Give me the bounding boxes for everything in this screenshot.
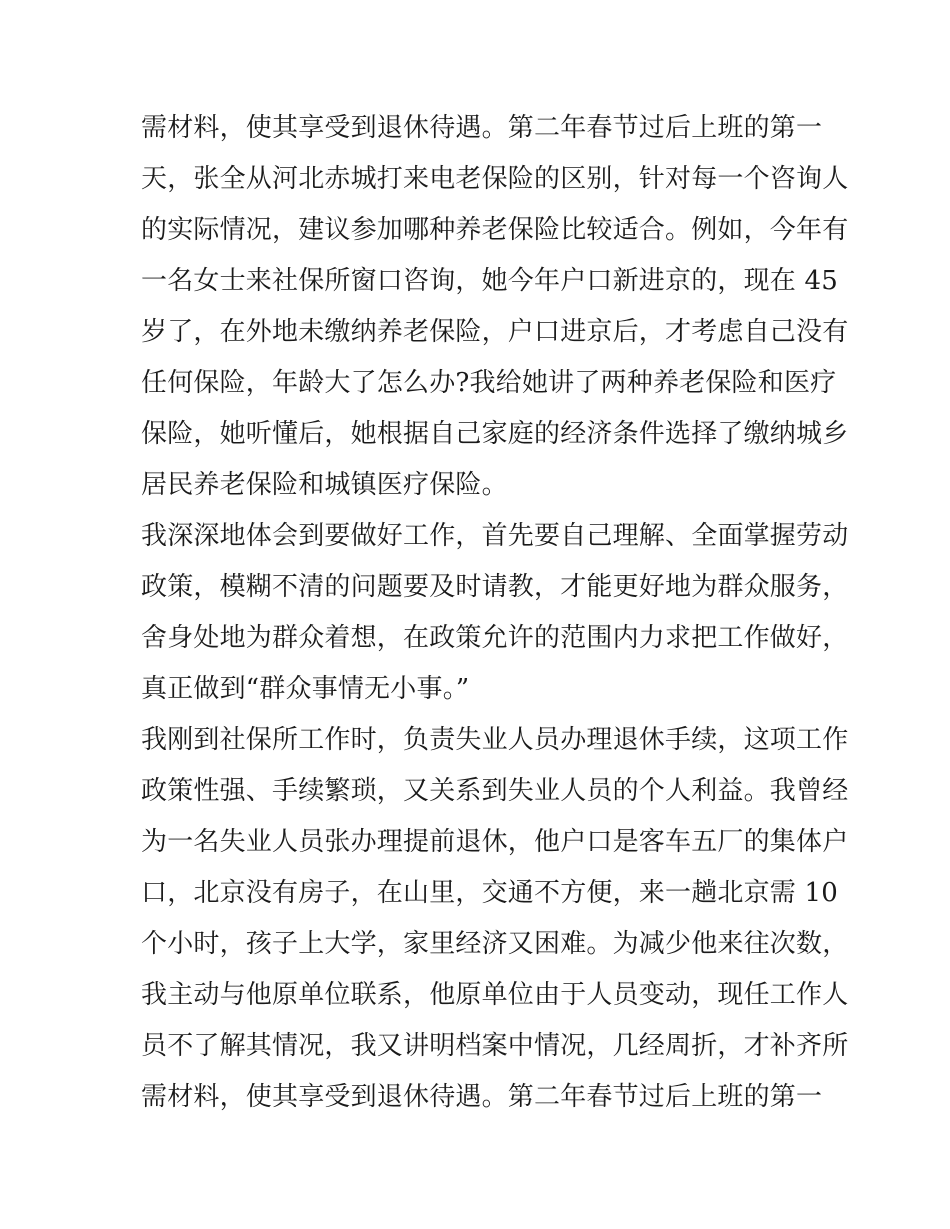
text-line: 保险，她听懂后，她根据自己家庭的经济条件选择了缴纳城乡	[141, 419, 849, 449]
text-line: 岁了，在外地未缴纳养老保险，户口进京后，才考虑自己没有	[141, 317, 849, 347]
text-line: 需材料，使其享受到退休待遇。第二年春节过后上班的第一	[141, 113, 823, 143]
text-line: 政策性强、手续繁琐，又关系到失业人员的个人利益。我曾经	[141, 776, 849, 806]
text-line: 个小时，孩子上大学，家里经济又困难。为减少他来往次数，	[141, 929, 849, 959]
text-line: 舍身处地为群众着想，在政策允许的范围内力求把工作做好，	[141, 623, 849, 653]
text-line: 真正做到“群众事情无小事。”	[141, 674, 470, 704]
text-line: 员不了解其情况，我又讲明档案中情况，几经周折，才补齐所	[141, 1031, 849, 1061]
body-text	[141, 103, 849, 1123]
text-line: 天，张全从河北赤城打来电老保险的区别，针对每一个咨询人	[141, 164, 849, 194]
text-line: 为一名失业人员张办理提前退休，他户口是客车五厂的集体户	[141, 827, 849, 857]
text-line: 任何保险，年龄大了怎么办?我给她讲了两种养老保险和医疗	[141, 368, 837, 398]
text-line: 我刚到社保所工作时，负责失业人员办理退休手续，这项工作	[141, 725, 849, 755]
text-line: 居民养老保险和城镇医疗保险。	[141, 470, 508, 500]
text-line: 一名女士来社保所窗口咨询，她今年户口新进京的，现在 45	[141, 266, 838, 296]
text-line: 我深深地体会到要做好工作，首先要自己理解、全面掌握劳动	[141, 521, 849, 551]
text-line: 我主动与他原单位联系，他原单位由于人员变动，现任工作人	[141, 980, 849, 1010]
text-line: 口，北京没有房子，在山里，交通不方便，来一趟北京需 10	[141, 878, 838, 908]
text-line: 的实际情况，建议参加哪种养老保险比较适合。例如，今年有	[141, 215, 849, 245]
text-line: 需材料，使其享受到退休待遇。第二年春节过后上班的第一	[141, 1082, 823, 1112]
text-line: 政策，模糊不清的问题要及时请教，才能更好地为群众服务，	[141, 572, 849, 602]
